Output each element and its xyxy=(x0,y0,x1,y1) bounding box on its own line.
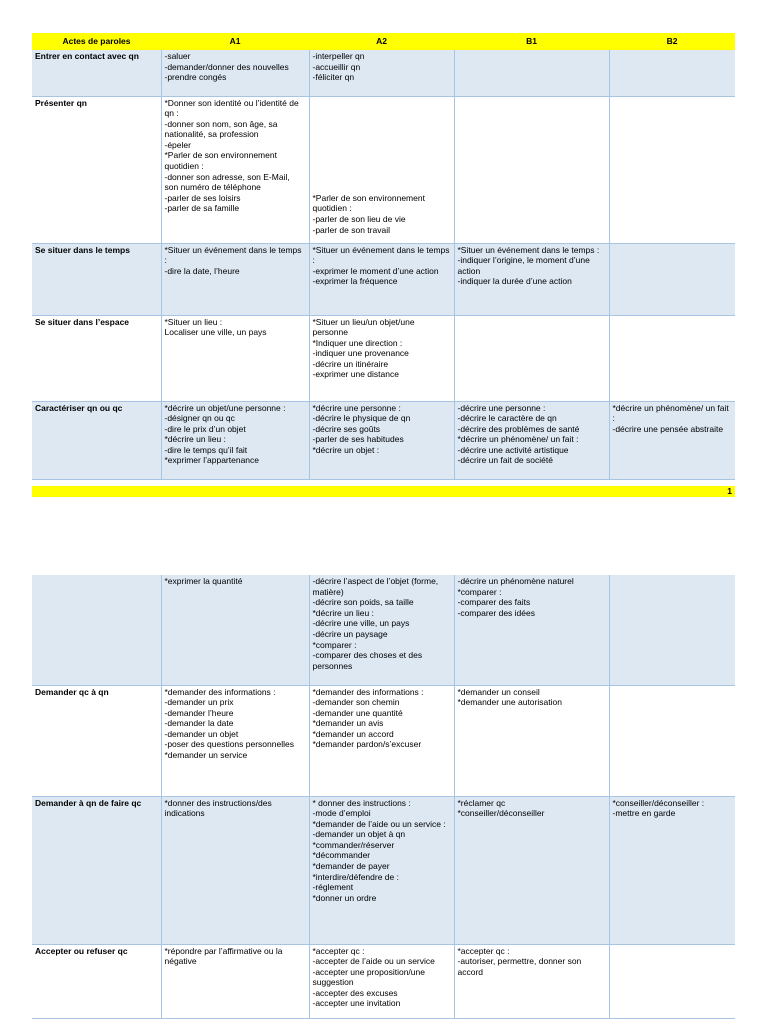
page-number: 1 xyxy=(727,486,732,496)
acte-de-parole-cell: Se situer dans le temps xyxy=(32,243,161,315)
a1-cell: *exprimer la quantité xyxy=(161,575,309,685)
acte-de-parole-cell: Demander à qn de faire qc xyxy=(32,796,161,944)
b1-cell xyxy=(454,96,609,243)
b2-cell xyxy=(609,575,735,685)
a2-cell: *Situer un événement dans le temps : -exprimer le moment d’une action -exprimer la fréquence xyxy=(309,243,454,315)
table-row xyxy=(32,944,735,1018)
table-row xyxy=(32,685,735,796)
a1-cell: *Situer un lieu : Localiser une ville, un pays xyxy=(161,315,309,401)
acte-de-parole-cell: Présenter qn xyxy=(32,96,161,243)
a1-cell: -saluer -demander/donner des nouvelles -prendre congés xyxy=(161,50,309,96)
b2-cell xyxy=(609,315,735,401)
header-b1: B1 xyxy=(454,33,609,50)
a1-cell: *Situer un événement dans le temps : -dire la date, l’heure xyxy=(161,243,309,315)
b1-cell xyxy=(454,50,609,96)
table-row xyxy=(32,50,735,96)
b1-cell: *réclamer qc *conseiller/déconseiller xyxy=(454,796,609,944)
b2-cell xyxy=(609,50,735,96)
table-row xyxy=(32,315,735,401)
a1-cell: *répondre par l’affirmative ou la négative xyxy=(161,944,309,1018)
a2-cell: *Situer un lieu/un objet/une personne *Indiquer une direction : -indiquer une provenance -décrire un itinéraire -exprimer une distance xyxy=(309,315,454,401)
acte-de-parole-cell: Accepter ou refuser qc xyxy=(32,944,161,1018)
a2-cell: *accepter qc : -accepter de l’aide ou un service -accepter une proposition/une suggestion -accepter des excuses -accepter une invitation xyxy=(309,944,454,1018)
acte-de-parole-cell: Demander qc à qn xyxy=(32,685,161,796)
a1-cell: *demander des informations : -demander un prix -demander l’heure -demander la date -demander un objet -poser des questions personnelles *demander un service xyxy=(161,685,309,796)
a2-cell: *Parler de son environnement quotidien : -parler de son lieu de vie -parler de son travail xyxy=(309,96,454,243)
acte-de-parole-cell: Caractériser qn ou qc xyxy=(32,401,161,479)
page2-table xyxy=(32,575,735,1019)
a2-cell: -décrire l’aspect de l’objet (forme, matière) -décrire son poids, sa taille *décrire un lieu : -décrire une ville, un pays -décrire un paysage *comparer : -comparer des choses et des personnes xyxy=(309,575,454,685)
b2-cell: *décrire un phénomène/ un fait : -décrire une pensée abstraite xyxy=(609,401,735,479)
acte-de-parole-cell: Entrer en contact avec qn xyxy=(32,50,161,96)
a2-cell: -interpeller qn -accueillir qn -féliciter qn xyxy=(309,50,454,96)
a2-cell: * donner des instructions : -mode d’emploi *demander de l’aide ou un service : -demander un objet à qn *commander/réserver *décommander *demander de payer *interdire/défendre de : -réglement *donner un ordre xyxy=(309,796,454,944)
b1-cell: -décrire un phénomène naturel *comparer : -comparer des faits -comparer des idées xyxy=(454,575,609,685)
acte-de-parole-cell: Se situer dans l’espace xyxy=(32,315,161,401)
a2-cell: *décrire une personne : -décrire le physique de qn -décrire ses goûts -parler de ses habitudes *décrire un objet : xyxy=(309,401,454,479)
b1-cell: -décrire une personne : -décrire le caractère de qn -décrire des problèmes de santé *décrire un phénomène/ un fait : -décrire une activité artistique -décrire un fait de société xyxy=(454,401,609,479)
acte-de-parole-cell xyxy=(32,575,161,685)
b2-cell xyxy=(609,243,735,315)
b2-cell xyxy=(609,96,735,243)
table-row xyxy=(32,575,735,685)
header-b2: B2 xyxy=(609,33,735,50)
page-footer-bar xyxy=(32,486,735,497)
b2-cell: *conseiller/déconseiller : -mettre en garde xyxy=(609,796,735,944)
header-a1: A1 xyxy=(161,33,309,50)
table-row xyxy=(32,401,735,479)
table-row xyxy=(32,796,735,944)
b1-cell: *accepter qc : -autoriser, permettre, donner son accord xyxy=(454,944,609,1018)
b2-cell xyxy=(609,944,735,1018)
b1-cell: *Situer un événement dans le temps : -indiquer l’origine, le moment d’une action -indiquer la durée d’une action xyxy=(454,243,609,315)
a1-cell: *donner des instructions/des indications xyxy=(161,796,309,944)
header-actes-de-paroles: Actes de paroles xyxy=(32,33,161,50)
b2-cell xyxy=(609,685,735,796)
header-a2: A2 xyxy=(309,33,454,50)
table-row xyxy=(32,96,735,243)
b1-cell xyxy=(454,315,609,401)
a1-cell: *décrire un objet/une personne : -désigner qn ou qc -dire le prix d’un objet *décrire un lieu : -dire le temps qu’il fait *exprimer l’appartenance xyxy=(161,401,309,479)
header-row xyxy=(32,33,735,50)
b1-cell: *demander un conseil *demander une autorisation xyxy=(454,685,609,796)
a1-cell: *Donner son identité ou l’identité de qn : -donner son nom, son âge, sa nationalité, sa profession -épeler *Parler de son environnement quotidien : -donner son adresse, son E-Mail, son numéro de téléphone -parler de ses loisirs -parler de sa famille xyxy=(161,96,309,243)
a2-cell: *demander des informations : -demander son chemin -demander une quantité *demander un avis *demander un accord *demander pardon/s’excuser xyxy=(309,685,454,796)
table-row xyxy=(32,243,735,315)
page1-table xyxy=(32,33,735,480)
